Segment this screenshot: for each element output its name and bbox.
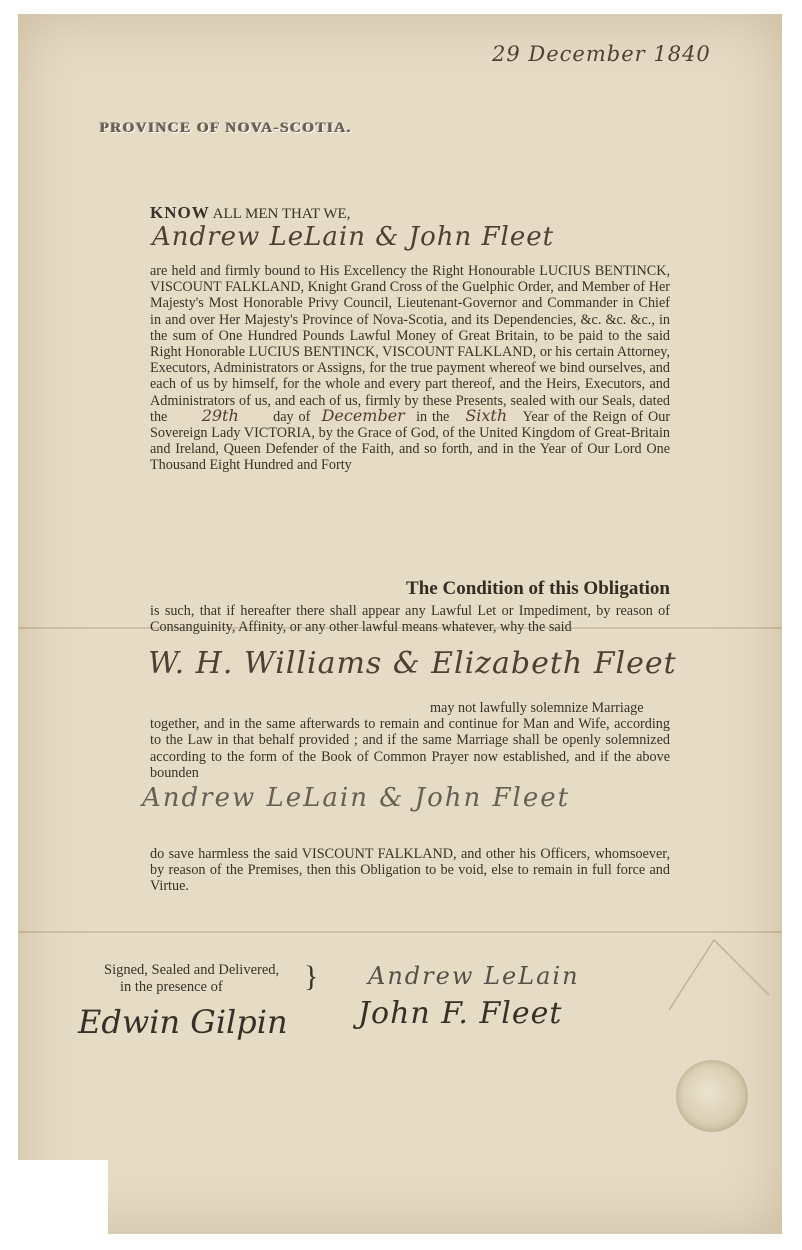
wax-seal bbox=[676, 1060, 748, 1132]
signed-line-1: Signed, Sealed and Delivered, bbox=[104, 962, 280, 978]
condition-title: The Condition of this Obligation bbox=[406, 578, 670, 599]
know-line bbox=[150, 203, 350, 223]
bond-paragraph bbox=[150, 263, 670, 474]
signed-sealed-delivered bbox=[104, 962, 304, 996]
condition-text-b-rest: together, and in the same afterwards to remain and continue for Man and Wife, according to the Law in that behalf provided ; and if the same Marriage shall be openly solemnized according to the form of the Book of Common Prayer now established, and if the above bounden bbox=[150, 716, 670, 781]
condition-paragraph-b bbox=[150, 700, 670, 781]
condition-text-a: is such, that if hereafter there shall appear any Lawful Let or Impediment, by reason of Consanguinity, Affinity, or any other lawful means whatever, why the said bbox=[150, 603, 670, 636]
brace-mark: } bbox=[304, 960, 319, 993]
regnal-year-handwritten: Sixth bbox=[465, 405, 508, 425]
know-rest: ALL MEN THAT WE, bbox=[212, 206, 351, 222]
bond-text-d: Year of the Reign of Our Sovereign Lady VICTORIA, by the Grace of God, of the United Kingdom of Great-Britain and Ireland, Queen Defender of the Faith, and so forth, and in the Year of Our Lord One Thousand Eight Hundred and Forty bbox=[150, 408, 671, 474]
signature-witness: Edwin Gilpin bbox=[78, 1003, 288, 1041]
know-word: KNOW bbox=[150, 203, 210, 222]
couple-names-handwritten: W. H. Williams & Elizabeth Fleet bbox=[148, 646, 677, 681]
seal-flap-outline bbox=[664, 935, 774, 1015]
handwritten-date: 29 December 1840 bbox=[492, 42, 711, 66]
day-handwritten: 29th bbox=[201, 405, 239, 425]
signature-andrew: Andrew LeLain bbox=[368, 962, 580, 990]
condition-text-c: do save harmless the said VISCOUNT FALKLAND, and other his Officers, whomsoever, by reason of the Premises, then this Obligation to be void, else to remain in full force and Virtue. bbox=[150, 846, 670, 895]
bounden-names-handwritten: Andrew LeLain & John Fleet bbox=[142, 783, 571, 813]
condition-text-b-first: may not lawfully solemnize Marriage bbox=[430, 700, 644, 716]
fold-line bbox=[18, 931, 782, 933]
bond-text-c: in the bbox=[416, 408, 450, 425]
signed-line-2: in the presence of bbox=[120, 979, 223, 995]
bound-names-handwritten: Andrew LeLain & John Fleet bbox=[152, 222, 555, 252]
bond-text-b: day of bbox=[273, 408, 311, 425]
month-handwritten: December bbox=[321, 405, 405, 425]
province-heading: PROVINCE OF NOVA-SCOTIA. bbox=[100, 120, 353, 136]
bond-text-a: are held and firmly bound to His Excellency the Right Honourable LUCIUS BENTINCK, VISCOUNT FALKLAND, Knight Grand Cross of the Guelphic Order, and Member of Her Majesty's Most Honorable Privy Council, Lieutenant-Governor and Commander in Chief in and over Her Majesty's Province of Nova-Scotia, and its Dependencies, &c. &c. &c., in the sum of One Hundred Pounds Lawful Money of Great Britain, to be paid to the said Right Honorable LUCIUS BENTINCK, VISCOUNT FALKLAND, or his certain Attorney, Executors, Administrators or Assigns, for the true payment whereof we bind ourselves, and each of us by himself, for the whole and every part thereof, and the Heirs, Executors, and Administrators of us, and each of us, firmly by these Presents, sealed with our Seals, dated the bbox=[150, 263, 670, 425]
signature-john: John F. Fleet bbox=[358, 996, 563, 1031]
paper-torn-corner bbox=[18, 1160, 108, 1240]
